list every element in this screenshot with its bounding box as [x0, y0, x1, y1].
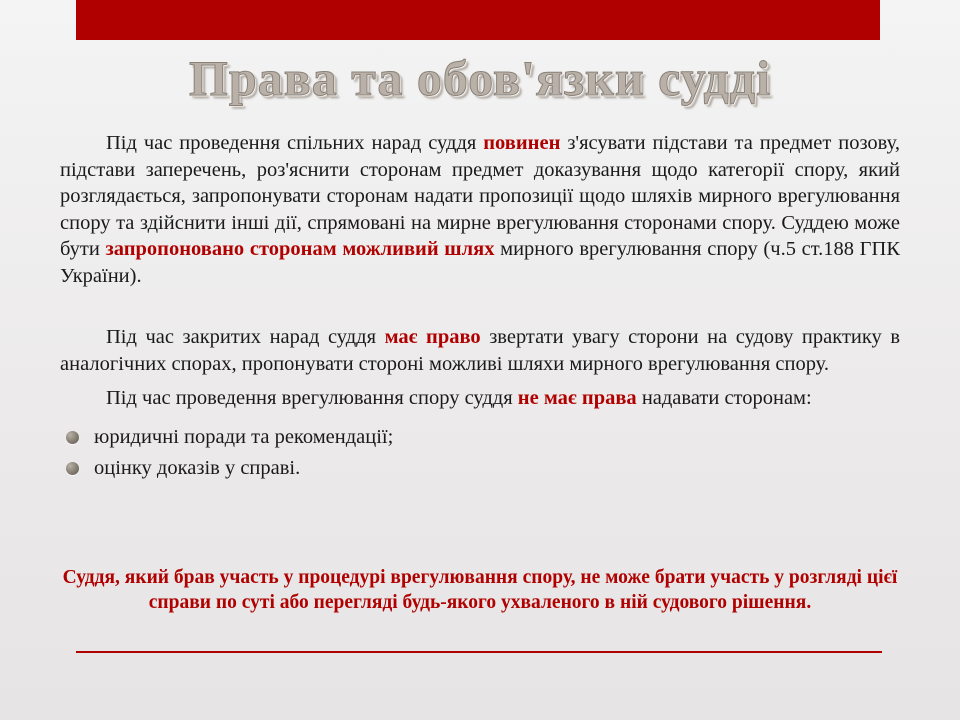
paragraph-1-run-1: Під час проведення спільних нарад суддя [106, 132, 484, 154]
paragraph-2 [60, 324, 900, 377]
paragraph-3 [60, 385, 900, 412]
paragraph-2-run-1: Під час закритих нарад суддя [106, 326, 385, 348]
paragraph-1-highlight-2: запропоновано сторонам можливий шлях [105, 238, 495, 260]
title-container [0, 50, 960, 106]
paragraph-3-highlight-1: не має права [517, 387, 637, 409]
paragraph-1-highlight-1: повинен [483, 132, 561, 154]
restrictions-list [60, 422, 900, 484]
bullet-dot-icon [66, 462, 79, 475]
list-item-label: оцінку доказів у справі. [94, 456, 301, 479]
paragraph-3-run-2: надавати сторонам: [636, 387, 812, 409]
paragraph-2-run-2: звертати увагу сторони на судову практику в аналогічних спорах, пропонувати стороні можливі шляхи мирного врегулювання спору. [60, 326, 900, 375]
footer-note: Суддя, який брав участь у процедурі врегулювання спору, не може брати участь у розгляді цієї справи по суті або перегляді будь-якого ухваленого в ній судового рішення. [62, 567, 898, 613]
paragraph-1 [60, 130, 900, 289]
page-title: Права та обов'язки судді [189, 50, 771, 106]
paragraph-2-highlight-1: має право [384, 326, 481, 348]
list-item-label: юридичні поради та рекомендації; [94, 425, 394, 448]
bullet-dot-icon [66, 431, 79, 444]
footer-divider [76, 651, 882, 653]
top-red-band [76, 0, 880, 40]
paragraph-1-run-3: мирного врегулювання спору (ч.5 ст.188 ГПК України). [60, 238, 900, 287]
paragraph-1-run-2: з'ясувати підстави та предмет позову, підстави заперечень, роз'яснити сторонам предмет доказування щодо категорії спору, який розглядається, запропонувати сторонам надати пропозиції щодо шляхів мирного врегулювання спору та здійснити інші дії, спрямовані на мирне врегулювання сторонами спору. Суддею може бути [60, 132, 900, 260]
list-item [60, 453, 900, 484]
paragraph-3-run-1: Під час проведення врегулювання спору суддя [106, 387, 518, 409]
body-content [60, 130, 900, 484]
list-item [60, 422, 900, 453]
